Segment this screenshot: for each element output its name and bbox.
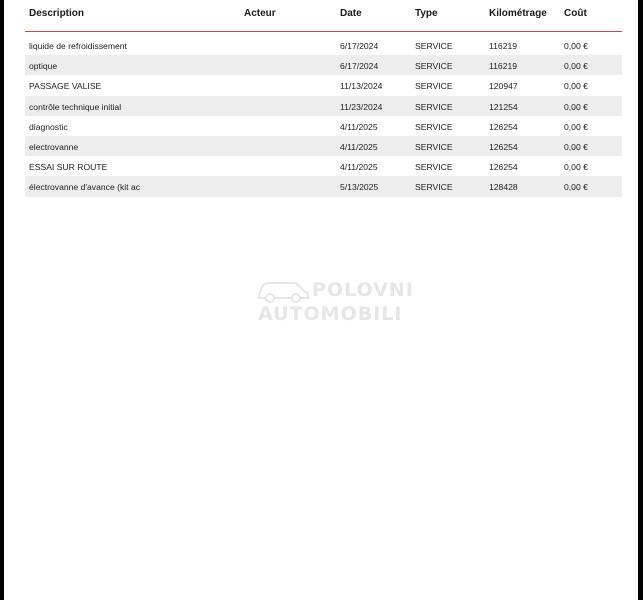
table-body bbox=[25, 35, 622, 197]
cell-description: PASSAGE VALISE bbox=[29, 81, 102, 92]
cell-date: 4/11/2025 bbox=[340, 121, 378, 132]
cell-kilometrage: 120947 bbox=[489, 81, 518, 92]
cell-cout: 0,00 € bbox=[564, 41, 588, 51]
cell-type: SERVICE bbox=[415, 141, 453, 152]
cell-date: 4/11/2025 bbox=[340, 162, 378, 173]
cell-type: SERVICE bbox=[415, 81, 453, 92]
table-row bbox=[25, 55, 622, 75]
header-description: Description bbox=[29, 8, 85, 19]
cell-kilometrage: 126254 bbox=[489, 141, 518, 152]
document-page bbox=[4, 0, 638, 600]
cell-kilometrage: 126254 bbox=[489, 162, 518, 173]
header-kilometrage: Kilométrage bbox=[489, 8, 547, 19]
cell-date: 11/13/2024 bbox=[340, 81, 383, 92]
table-row bbox=[25, 116, 622, 136]
cell-cout: 0,00 € bbox=[564, 61, 588, 72]
cell-description: optique bbox=[29, 61, 58, 72]
cell-description: electrovanne bbox=[29, 141, 79, 152]
header-date: Date bbox=[340, 8, 362, 19]
table-row bbox=[25, 35, 622, 55]
cell-type: SERVICE bbox=[415, 162, 453, 173]
cell-type: SERVICE bbox=[415, 61, 453, 72]
cell-date: 11/23/2024 bbox=[340, 101, 383, 112]
header-type: Type bbox=[415, 8, 438, 19]
cell-description: liquide de refroidissement bbox=[29, 41, 127, 51]
service-history-table bbox=[25, 0, 622, 197]
table-row bbox=[25, 156, 622, 176]
cell-cout: 0,00 € bbox=[564, 182, 588, 193]
header-cout: Coût bbox=[564, 8, 587, 19]
table-row bbox=[25, 176, 622, 196]
table-row bbox=[25, 75, 622, 95]
cell-description: ESSAI SUR ROUTE bbox=[29, 162, 108, 173]
cell-date: 5/13/2025 bbox=[340, 182, 379, 193]
table-header bbox=[25, 0, 622, 32]
cell-description: diagnostic bbox=[29, 121, 68, 132]
table-row bbox=[25, 96, 622, 116]
watermark-line1: POLOVNI bbox=[312, 279, 414, 301]
cell-date: 4/11/2025 bbox=[340, 141, 378, 152]
cell-type: SERVICE bbox=[415, 101, 453, 112]
cell-cout: 0,00 € bbox=[564, 121, 588, 132]
cell-cout: 0,00 € bbox=[564, 81, 588, 92]
cell-cout: 0,00 € bbox=[564, 141, 588, 152]
cell-date: 6/17/2024 bbox=[340, 41, 379, 51]
cell-description: contrôle technique initial bbox=[29, 101, 122, 112]
cell-type: SERVICE bbox=[415, 121, 453, 132]
cell-type: SERVICE bbox=[415, 182, 453, 193]
cell-kilometrage: 116219 bbox=[489, 61, 518, 72]
cell-kilometrage: 121254 bbox=[489, 101, 518, 112]
cell-description: électrovanne d'avance (kit ac bbox=[29, 182, 141, 193]
header-acteur: Acteur bbox=[244, 8, 276, 19]
cell-kilometrage: 116219 bbox=[489, 41, 518, 51]
cell-cout: 0,00 € bbox=[564, 162, 588, 173]
cell-kilometrage: 128428 bbox=[489, 182, 518, 193]
cell-cout: 0,00 € bbox=[564, 101, 588, 112]
watermark-line2: AUTOMOBILI bbox=[258, 303, 403, 325]
cell-date: 6/17/2024 bbox=[340, 61, 379, 72]
cell-kilometrage: 126254 bbox=[489, 121, 518, 132]
table-row bbox=[25, 136, 622, 156]
cell-type: SERVICE bbox=[415, 41, 453, 51]
